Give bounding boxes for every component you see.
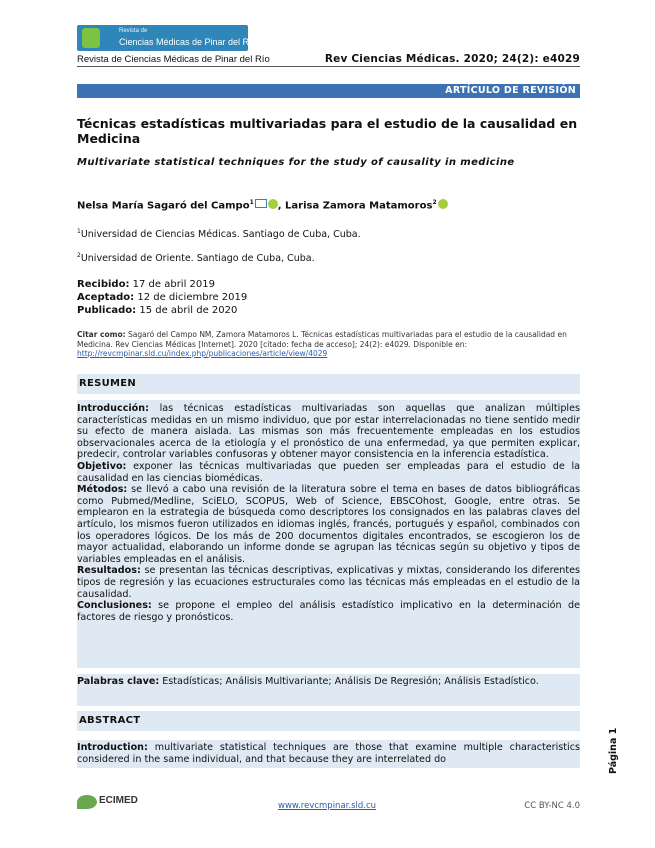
resumen-heading-panel [77, 374, 580, 394]
author-1: Nelsa María Sagaró del Campo [77, 200, 250, 212]
publisher-name: ECIMED [99, 795, 138, 806]
author-1-sup: 1 [249, 199, 254, 206]
met-text: se llevó a cabo una revisión de la literatura sobre el tema en bases de datos bibliográficas como Pubmed/Medline, SciELO, SCOPUS, Web of Science, EBSCOhost, Google, entre otras. Se emplearon en la estrategia de búsqueda como descriptores los consignados en las palabras claves del artículo, los mismos fueron utilizados en idiomas inglés, francés, portugués y español, combinados con los operadores lógicos. De los más de 200 documentos digitales encontrados, se escogieron los de mayor actualidad, elaborando un informe donde se agrupan las técnicas según su objetivo y tipos de variables empleadas en el análisis. [77, 484, 580, 565]
res-label: Resultados: [77, 565, 141, 577]
cite-link[interactable]: http://revcmpinar.sld.cu/index.php/publicaciones/article/view/4029 [77, 349, 328, 358]
orcid-icon[interactable] [438, 199, 448, 209]
resumen-objective [77, 461, 580, 484]
journal-logo [77, 25, 257, 51]
con-text: se propone el empleo del análisis estadístico implicativo en la determinación de factores de riesgo y pronósticos. [77, 600, 580, 623]
received-date: 17 de abril 2019 [129, 279, 215, 290]
page-number: Página 1 [608, 727, 619, 774]
affiliation-2 [77, 252, 315, 264]
leaf-icon [77, 795, 97, 809]
aff-2-text: Universidad de Oriente. Santiago de Cuba, Cuba. [80, 253, 315, 265]
con-label: Conclusiones: [77, 600, 152, 612]
article-title: Técnicas estadísticas multivariadas para el estudio de la causalidad en Medicina [77, 116, 578, 146]
authors [77, 199, 448, 211]
header-rule [77, 66, 580, 67]
met-label: Métodos: [77, 484, 128, 496]
intro-label: Introducción: [77, 403, 149, 414]
abstract-heading: ABSTRACT [79, 715, 141, 726]
published-label: Publicado: [77, 305, 137, 316]
section-band [77, 84, 580, 98]
res-text: se presentan las técnicas descriptivas, explicativas y mixtas, considerando los diferentes tipos de regresión y las ecuaciones estructurales como las técnicas más empleadas en el estudio de la causalidad. [77, 565, 580, 600]
email-icon[interactable] [255, 199, 267, 208]
affiliation-1 [77, 228, 361, 240]
aff-1-text: Universidad de Ciencias Médicas. Santiago de Cuba, Cuba. [80, 229, 361, 241]
journal-name: Revista de Ciencias Médicas de Pinar del Río [77, 54, 270, 65]
author-separator: , [277, 200, 286, 212]
keywords-panel [77, 674, 580, 706]
abs-intro-label: Introduction: [77, 742, 148, 753]
citation-header: Rev Ciencias Médicas. 2020; 24(2): e4029 [324, 53, 580, 65]
accepted-date: 12 de diciembre 2019 [134, 292, 248, 303]
logo-text: Ciencias Médicas de Pinar del Río [119, 37, 257, 47]
page-number-wrap [608, 727, 654, 785]
abstract-body-panel [77, 740, 580, 768]
author-2: Larisa Zamora Matamoros [285, 200, 433, 212]
dates-block [77, 278, 247, 317]
kw-label: Palabras clave: [77, 676, 160, 687]
published-date: 15 de abril de 2020 [136, 305, 238, 316]
logo-small-text: Revista de [119, 28, 148, 34]
intro-text: las técnicas estadísticas multivariadas son aquellas que analizan múltiples características medidas en un mismo individuo, que por estar interrelacionadas no tiene sentido medir su efecto de manera aislada. Las mismas son más frecuentemente empleadas en los estudios observacionales acerca de la etiología y el pronóstico de una enfermedad, ya que permiten explicar, predecir, controlar variables confusoras y obtener mayor consistencia en la inferencia estadística. [77, 403, 580, 461]
license-label: CC BY-NC 4.0 [524, 801, 580, 811]
resumen-results [77, 565, 580, 600]
resumen-methods [77, 484, 580, 565]
orcid-icon[interactable] [268, 199, 278, 209]
logo-mark-icon [82, 28, 100, 48]
obj-text: exponer las técnicas multivariadas que pueden ser empleadas para el estudio de la causalidad en las ciencias biomédicas. [77, 460, 580, 484]
resumen-body-panel [77, 400, 580, 668]
aff-2-sup: 2 [77, 252, 81, 259]
kw-text: Estadísticas; Análisis Multivariante; Análisis De Regresión; Análisis Estadístico. [159, 676, 539, 687]
resumen-heading: RESUMEN [79, 378, 137, 389]
cite-text: Sagaró del Campo NM, Zamora Matamoros L. Técnicas estadísticas multivariadas para el estudio de la causalidad en Medicina. Rev Ciencias Médicas [Internet]. 2020 [citado: fecha de acceso]; 24(2): e4029. Disponible en: [77, 330, 567, 349]
cite-label: Citar como: [77, 330, 126, 339]
accepted-label: Aceptado: [77, 292, 135, 303]
citation-block [77, 330, 580, 359]
received-label: Recibido: [77, 279, 130, 290]
abs-intro-text: multivariate statistical techniques are those that examine multiple characteristics considered in the same individual, and that because they are interrelated do [77, 742, 580, 765]
section-label: ARTÍCULO DE REVISIÓN [445, 85, 576, 96]
resumen-intro [77, 403, 580, 461]
abstract-heading-panel [77, 711, 580, 731]
aff-1-sup: 1 [77, 228, 81, 235]
author-2-sup: 2 [432, 199, 437, 206]
resumen-conclusions [77, 600, 580, 623]
obj-label: Objetivo: [77, 460, 127, 472]
footer-url-link[interactable]: www.revcmpinar.sld.cu [278, 801, 377, 811]
article-title-en: Multivariate statistical techniques for the study of causality in medicine [77, 157, 515, 168]
